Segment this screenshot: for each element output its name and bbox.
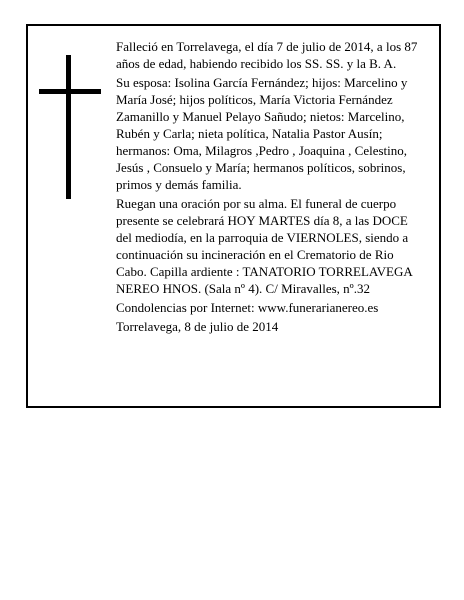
obituary-notice (26, 24, 441, 408)
obituary-text (116, 38, 424, 337)
family-list: Su esposa: Isolina García Fernández; hijos: Marcelino y María José; hijos políticos, María Victoria Fernández Zamanillo y Manuel Pelayo Sañudo; nietos: Marcelino, Rubén y Carla; nieta política, Natalia Pastor Ausín; hermanos: Oma, Milagros ,Pedro , Joaquina , Celestino, Jesús , Consuelo y María; hermanos políticos, sobrinos, primos y demás familia. (116, 75, 408, 192)
cross-vertical-bar (66, 55, 71, 199)
cross-horizontal-bar (39, 89, 101, 94)
condolences-line: Condolencias por Internet: www.funerarianereo.es (116, 300, 379, 315)
latin-cross-icon (39, 55, 101, 199)
place-date-line: Torrelavega, 8 de julio de 2014 (116, 319, 279, 334)
death-announcement: Falleció en Torrelavega, el día 7 de julio de 2014, a los 87 años de edad, habiendo recibido los SS. SS. y la B. A. (116, 39, 418, 71)
funeral-details: Ruegan una oración por su alma. El funeral de cuerpo presente se celebrará HOY MARTES día 8, a las DOCE del mediodía, en la parroquia de VIERNOLES, siendo a continuación su incineración en el Crematorio de Rio Cabo. Capilla ardiente : TANATORIO TORRELAVEGA NEREO HNOS. (Sala nº 4). C/ Miravalles, nº.32 (116, 196, 413, 296)
